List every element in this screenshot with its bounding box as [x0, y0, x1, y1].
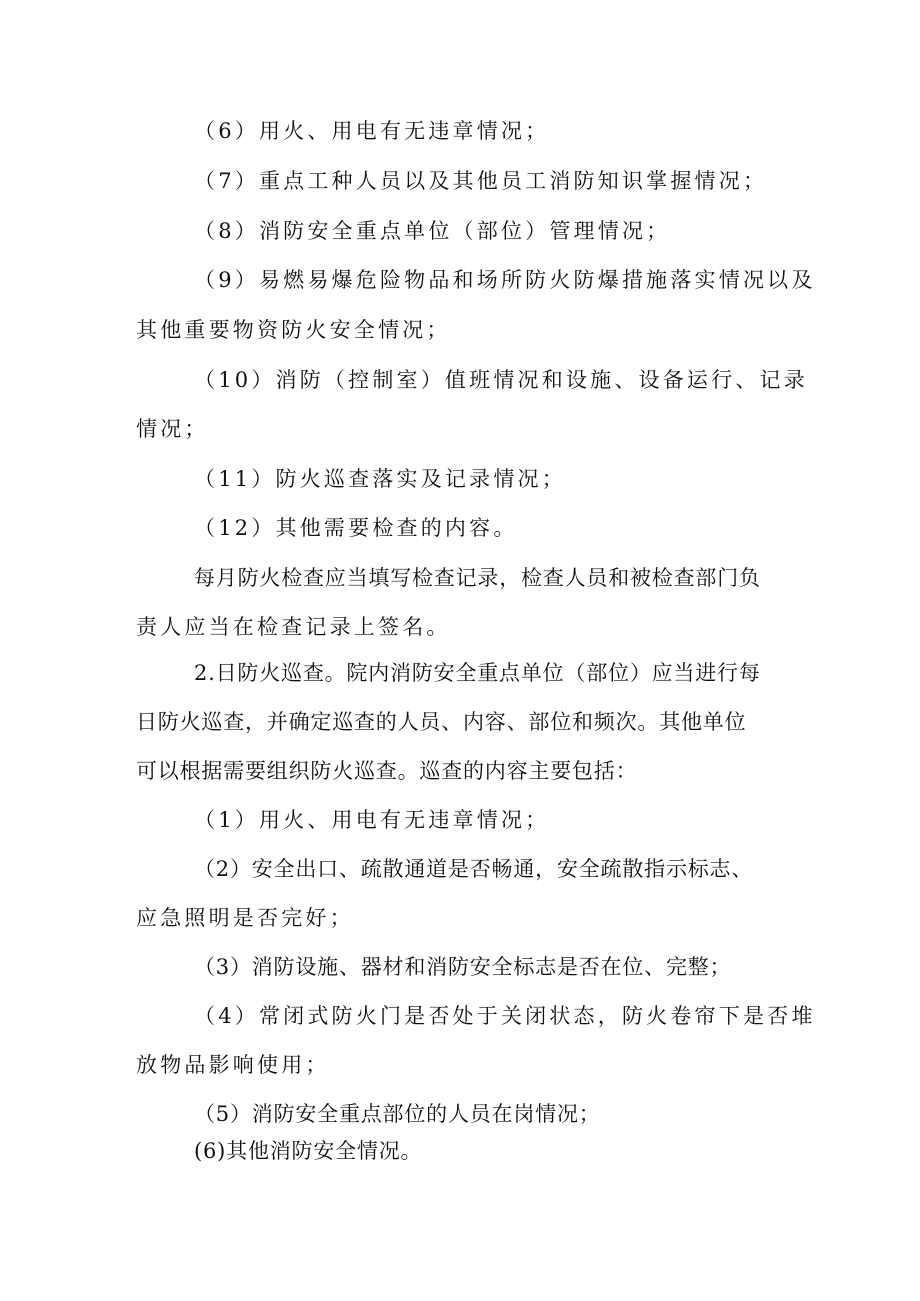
text-line: 放物品影响使用；: [136, 1053, 330, 1077]
text-line: 责人应当在检查记录上签名。: [136, 615, 451, 639]
text-line: 可以根据需要组织防火巡查。巡查的内容主要包括：: [136, 759, 638, 783]
text-line: （1）用火、用电有无违章情况；: [194, 808, 550, 832]
text-line: （12）其他需要检查的内容。: [194, 516, 518, 540]
text-line: （10）消防（控制室）值班情况和设施、设备运行、记录: [194, 368, 808, 392]
text-line: （8）消防安全重点单位（部位）管理情况；: [194, 219, 671, 243]
text-line: 日防火巡查，并确定巡查的人员、内容、部位和频次。其他单位: [136, 710, 747, 734]
text-line: （9）易燃易爆危险物品和场所防火防爆措施落实情况以及: [194, 268, 816, 292]
text-line: 情况；: [136, 417, 209, 441]
text-line: （5）消防安全重点部位的人员在岗情况；: [194, 1102, 601, 1126]
text-line: （11）防火巡查落实及记录情况；: [194, 467, 566, 491]
text-line: 其他重要物资防火安全情况；: [136, 318, 451, 342]
text-line: 应急照明是否完好；: [136, 906, 354, 930]
text-line: （6）用火、用电有无违章情况；: [194, 119, 550, 143]
text-line: (6)其他消防安全情况。: [194, 1139, 423, 1163]
text-line: （4）常闭式防火门是否处于关闭状态，防火卷帘下是否堆: [194, 1004, 816, 1028]
text-line: 每月防火检查应当填写检查记录，检查人员和被检查部门负: [194, 566, 761, 590]
text-line: （2）安全出口、疏散通道是否畅通，安全疏散指示标志、: [194, 857, 754, 881]
text-line: （7）重点工种人员以及其他员工消防知识掌握情况；: [194, 169, 768, 193]
text-line: 2.日防火巡查。院内消防安全重点单位（部位）应当进行每: [194, 661, 761, 685]
text-line: （3）消防设施、器材和消防安全标志是否在位、完整；: [194, 955, 732, 979]
